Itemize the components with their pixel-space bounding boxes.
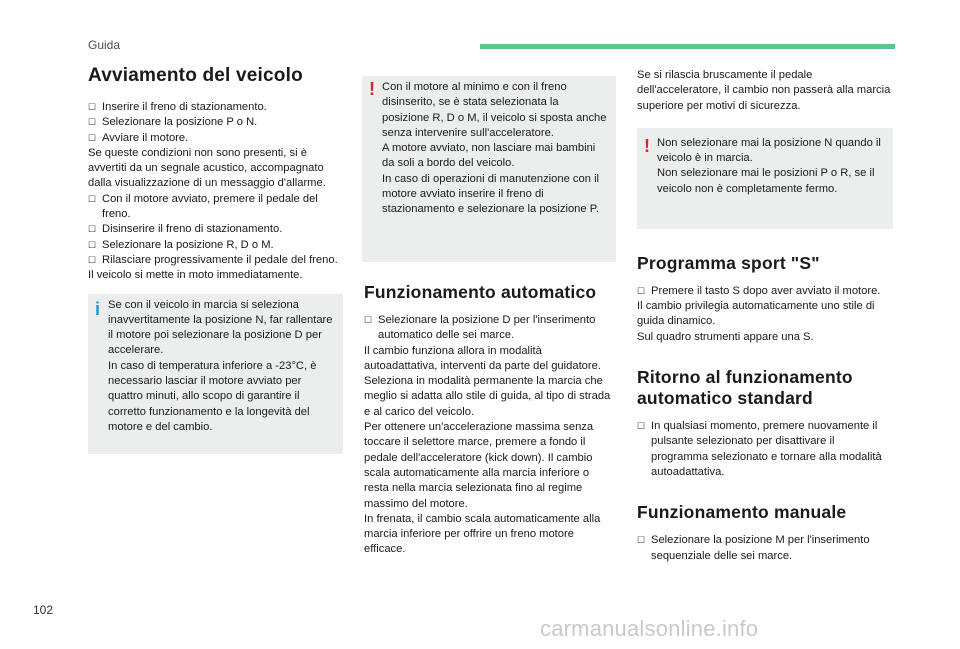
title-avviamento: Avviamento del veicolo xyxy=(88,65,303,86)
warning-box-1 xyxy=(362,76,616,262)
paragraph-auto-3: In frenata, il cambio scala automaticamente alla marcia inferiore per offrire un freno motore efficace. xyxy=(364,512,601,556)
step-sport: ☐ Premere il tasto S dopo aver avviato il motore. xyxy=(637,284,893,299)
step-ritorno: ☐ In qualsiasi momento, premere nuovamente il pulsante selezionato per disattivare il programma selezionato e tornare alla modalità autoadattativa. xyxy=(637,419,893,480)
title-ritorno: Ritorno al funzionamento automatico standard xyxy=(637,367,853,409)
step-automatico: ☐ Selezionare la posizione D per l'inserimento automatico delle sei marce. xyxy=(364,313,616,344)
warning-text-3: In caso di operazioni di manutenzione con il motore avviato inserire il freno di stazionamento e selezionare la posizione P. xyxy=(382,172,600,216)
paragraph-sport-1: Il cambio privilegia automaticamente uno stile di guida dinamico. xyxy=(637,300,875,328)
column-2 xyxy=(364,76,616,558)
step-3: ☐ Avviare il motore. xyxy=(88,131,343,146)
warning-icon: ! xyxy=(644,135,650,156)
info-icon: i xyxy=(95,298,101,319)
section-label: Guida xyxy=(88,38,121,52)
paragraph-sport-2: Sul quadro strumenti appare una S. xyxy=(637,330,814,343)
info-text-1: Se con il veicolo in marcia si seleziona inavvertitamente la posizione N, far rallentare il motore poi selezionare la posizione D per accelerare. xyxy=(108,298,333,357)
paragraph-release: Se si rilascia bruscamente il pedale dell'acceleratore, il cambio non passerà alla marcia superiore per motivi di sicurezza. xyxy=(637,69,891,112)
title-funzionamento-automatico: Funzionamento automatico xyxy=(364,282,597,302)
step-7: ☐ Rilasciare progressivamente il pedale del freno. xyxy=(88,253,343,268)
warning-icon: ! xyxy=(369,79,375,99)
page-number: 102 xyxy=(33,603,54,617)
paragraph-auto-2: Per ottenere un'accelerazione massima senza toccare il selettore marce, premere a fondo il pedale dell'acceleratore (kick down). Il cambio scala automaticamente alla marcia inferiore o resta nella marcia selezionata fino al regime massimo del motore. xyxy=(364,421,594,510)
step-1: ☐ Inserire il freno di stazionamento. xyxy=(88,100,343,115)
paragraph-start: Il veicolo si mette in moto immediatamente. xyxy=(88,269,303,282)
warning-text-1: Con il motore al minimo e con il freno disinserito, se è stata selezionata la posizione R, D o M, il veicolo si sposta anche senza intervenire sull'acceleratore. xyxy=(382,81,607,139)
column-3 xyxy=(637,68,893,564)
warning-box-2 xyxy=(637,128,893,229)
section-bar xyxy=(480,44,895,49)
warning2-text-2: Non selezionare mai le posizioni P o R, se il veicolo non è completamente fermo. xyxy=(657,167,875,195)
title-funzionamento-manuale: Funzionamento manuale xyxy=(637,502,847,523)
info-text-2: In caso di temperatura inferiore a -23°C, è necessario lasciar il motore avviato per quattro minuti, allo scopo di garantire il corretto funzionamento e la longevità del motore e del cambio. xyxy=(108,359,317,433)
step-6: ☐ Selezionare la posizione R, D o M. xyxy=(88,238,343,253)
paragraph-conditions: Se queste condizioni non sono presenti, si è avvertiti da un segnale acustico, accompagnato dalla visualizzazione di un messaggio d'allarme. xyxy=(88,146,326,190)
warning-text-2: A motore avviato, non lasciare mai bambini da soli a bordo del veicolo. xyxy=(382,142,596,170)
step-2: ☐ Selezionare la posizione P o N. xyxy=(88,115,343,130)
column-1 xyxy=(88,64,343,454)
step-5: ☐ Disinserire il freno di stazionamento. xyxy=(88,222,343,237)
watermark: carmanualsonline.info xyxy=(540,616,759,641)
title-programma-sport: Programma sport "S" xyxy=(637,252,820,273)
step-manuale: ☐ Selezionare la posizione M per l'inserimento sequenziale delle sei marce. xyxy=(637,533,893,564)
paragraph-auto-1: Il cambio funziona allora in modalità autoadattativa, interventi da parte del guidatore. Seleziona in modalità permanente la marcia che meglio si adatta allo stile di guida, al tipo di strada e al carico del veicolo. xyxy=(364,344,611,418)
info-box xyxy=(88,294,343,454)
step-4: ☐ Con il motore avviato, premere il pedale del freno. xyxy=(88,192,343,223)
warning2-text-1: Non selezionare mai la posizione N quando il veicolo è in marcia. xyxy=(657,136,881,165)
